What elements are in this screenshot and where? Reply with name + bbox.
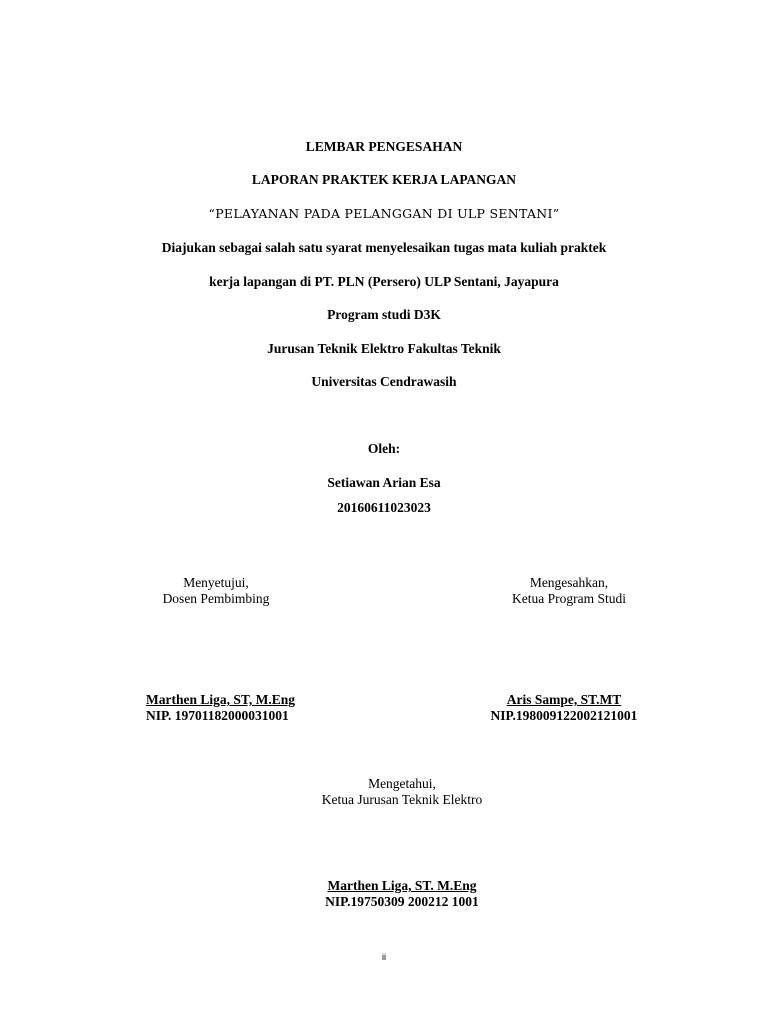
signatory-right (474, 692, 654, 724)
page-title: LEMBAR PENGESAHAN (305, 139, 463, 154)
department: Jurusan Teknik Elektro Fakultas Teknik (267, 341, 501, 356)
student-id: 20160611023023 (337, 500, 431, 515)
report-title: “PELAYANAN PADA PELANGGAN DI ULP SENTANI” (208, 206, 560, 221)
approval-center-label: Mengetahui, (368, 776, 436, 791)
purpose-line-2: kerja lapangan di PT. PLN (Persero) ULP Sentani, Jayapura (209, 274, 559, 289)
approval-left-role: Dosen Pembimbing (162, 591, 270, 606)
approval-right-label: Mengesahkan, (529, 575, 609, 590)
signatory-left-name: Marthen Liga, ST, M.Eng (146, 692, 296, 707)
purpose-line-1: Diajukan sebagai salah satu syarat menyelesaikan tugas mata kuliah praktek (161, 240, 607, 255)
university: Universitas Cendrawasih (311, 374, 457, 389)
page-number: ii (382, 952, 386, 962)
signatory-left (146, 692, 326, 724)
report-type: LAPORAN PRAKTEK KERJA LAPANGAN (251, 172, 517, 187)
signatory-center (284, 878, 520, 910)
signatory-right-nip: NIP.198009122002121001 (490, 708, 638, 723)
signatory-center-nip: NIP.19750309 200212 1001 (325, 894, 479, 909)
approval-right (489, 575, 649, 607)
signatory-right-name: Aris Sampe, ST.MT (506, 692, 622, 707)
approval-left-label: Menyetujui, (183, 575, 249, 590)
approval-left (146, 575, 286, 607)
signatory-center-name: Marthen Liga, ST. M.Eng (327, 878, 477, 893)
signatory-left-nip: NIP. 19701182000031001 (146, 708, 289, 723)
author-name: Setiawan Arian Esa (327, 475, 441, 490)
by-label: Oleh: (367, 441, 401, 456)
approval-center (284, 776, 520, 808)
approval-right-role: Ketua Program Studi (512, 591, 626, 606)
approval-center-role: Ketua Jurusan Teknik Elektro (321, 792, 483, 807)
study-program: Program studi D3K (327, 307, 441, 322)
